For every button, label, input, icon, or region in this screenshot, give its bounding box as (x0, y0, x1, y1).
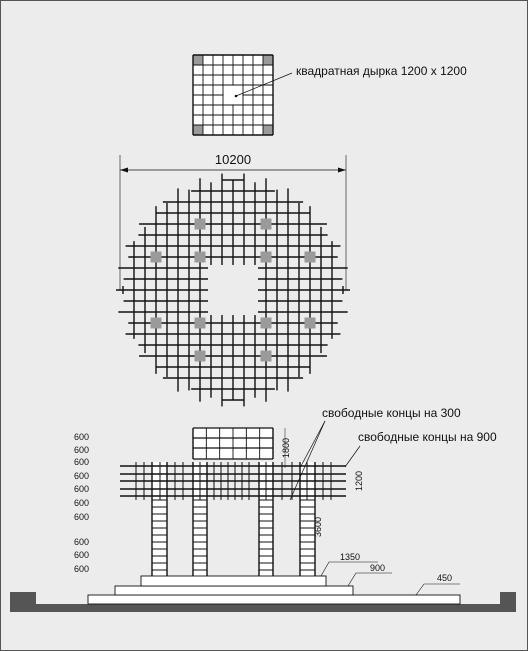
footing-step-middle (115, 586, 353, 595)
grid-corner-cell (193, 125, 203, 135)
free-ends-900-label: свободные концы на 900 (358, 430, 497, 444)
mesh-support-cell (305, 252, 316, 263)
hole-leader-dot (235, 95, 238, 98)
spacing-value: 600 (74, 550, 90, 560)
dim-1200-label: 1200 (354, 470, 364, 492)
spacing-value: 600 (74, 537, 90, 547)
spacing-value: 600 (74, 498, 90, 508)
width-dimension-label: 10200 (214, 152, 252, 167)
mesh-support-cell (261, 252, 272, 263)
square-grid-plan (193, 55, 273, 135)
mesh-support-cell (195, 351, 206, 362)
mesh-support-cell (261, 219, 272, 230)
dim-1800-label: 1800 (281, 437, 291, 459)
grid-hole (224, 86, 243, 105)
footing-step-top (141, 576, 326, 586)
spacing-value: 600 (74, 432, 90, 442)
dim-450-label: 450 (437, 573, 453, 583)
hole-label: квадратная дырка 1200 х 1200 (296, 64, 467, 78)
spacing-value: 600 (74, 471, 90, 481)
dim-900-label: 900 (370, 563, 386, 573)
spacing-value: 600 (74, 445, 90, 455)
mesh-support-cell (261, 351, 272, 362)
free-ends-300-label: свободные концы на 300 (322, 406, 461, 420)
mesh-support-cell (195, 252, 206, 263)
dim-3600-label: 3600 (313, 516, 323, 538)
dim-1350-label: 1350 (340, 552, 361, 562)
mesh-support-cell (195, 219, 206, 230)
grid-corner-cell (193, 55, 203, 65)
mesh-support-cell (261, 318, 272, 329)
mesh-support-cell (151, 318, 162, 329)
spacing-value: 600 (74, 484, 90, 494)
mesh-support-cell (151, 252, 162, 263)
spacing-value: 600 (74, 564, 90, 574)
grid-corner-cell (263, 55, 273, 65)
mesh-center-hole (209, 266, 257, 314)
spacing-value: 600 (74, 457, 90, 467)
grid-corner-cell (263, 125, 273, 135)
layer-spacing-column (74, 432, 89, 574)
mesh-support-cell (195, 318, 206, 329)
spacing-value: 600 (74, 512, 90, 522)
footing-step-bottom (88, 595, 460, 604)
mesh-support-cell (305, 318, 316, 329)
